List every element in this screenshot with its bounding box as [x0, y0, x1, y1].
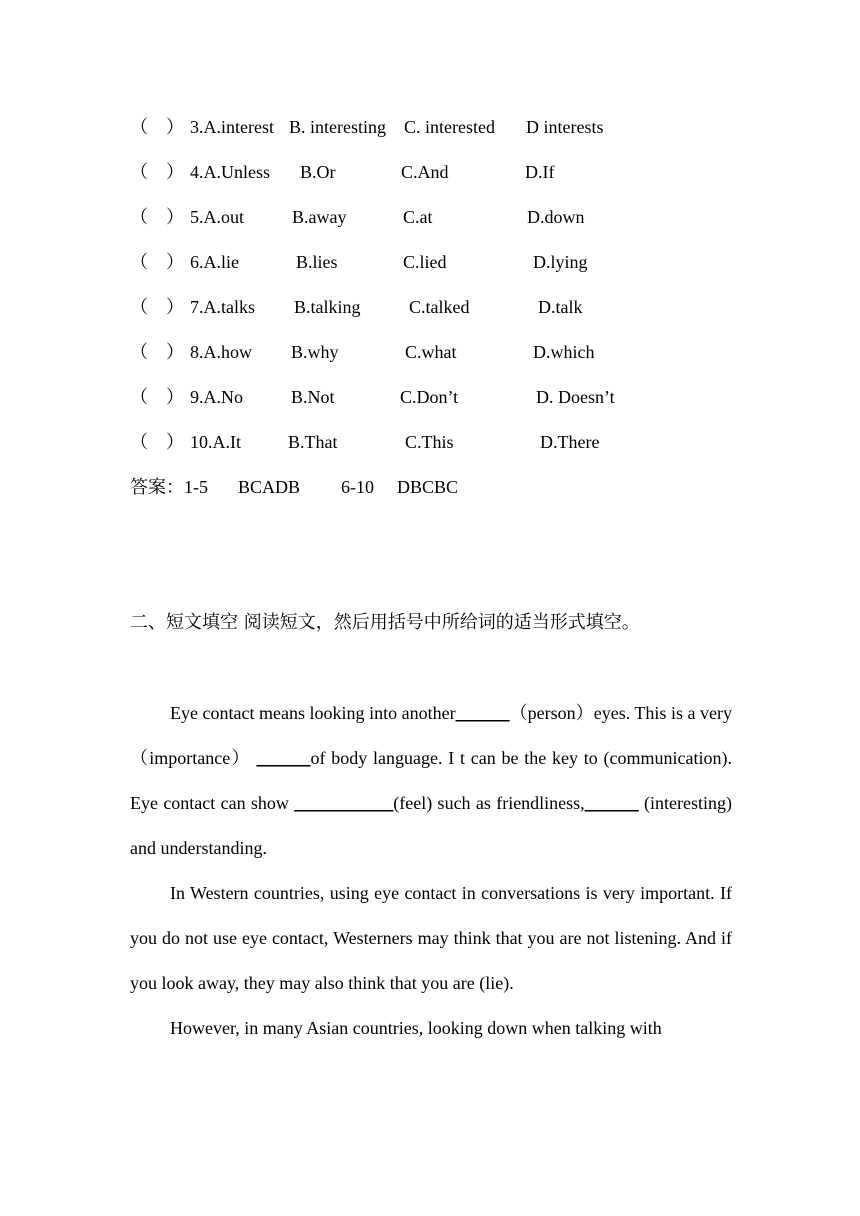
passage-text: Eye contact means looking into another — [170, 703, 456, 723]
option-a — [190, 385, 243, 409]
option-d: D interests — [526, 117, 604, 137]
answer-paren: （ ） — [130, 162, 184, 182]
option-a-text: A.lie — [203, 252, 239, 272]
question-number: 10. — [190, 432, 213, 452]
question-number: 3. — [190, 117, 204, 137]
option-c: C.talked — [409, 297, 470, 317]
option-d: D.down — [527, 207, 585, 227]
fill-blank: ______ — [455, 703, 510, 723]
answer-key-2: DBCBC — [397, 477, 459, 497]
option-c: C.This — [405, 432, 454, 452]
answer-paren: （ ） — [130, 432, 184, 452]
option-d: D.talk — [538, 297, 583, 317]
answer-range-2: 6-10 — [341, 477, 375, 497]
option-d: D.If — [525, 162, 555, 182]
option-d: D.There — [540, 432, 600, 452]
option-a — [190, 160, 270, 184]
option-d: D. Doesn’t — [536, 387, 615, 407]
passage-paragraph-2: In Western countries, using eye contact in conversations is very important. If you do not use eye contact, Westerners may think that you are not listening. And if you look away, they may also think that you are (lie). — [130, 883, 732, 993]
option-a-text: A.talks — [203, 297, 255, 317]
question-number: 5. — [190, 207, 204, 227]
option-b: B.lies — [296, 252, 338, 272]
option-c: C.And — [401, 162, 449, 182]
option-c: C.at — [403, 207, 433, 227]
section-title: 二、短文填空 阅读短文，然后用括号中所给词的适当形式填空。 — [130, 612, 640, 633]
answer-paren: （ ） — [130, 342, 184, 362]
option-a — [190, 295, 255, 319]
option-a-text: A.how — [203, 342, 252, 362]
answer-key-label: 答案： — [130, 477, 184, 498]
option-a-text: A.It — [212, 432, 241, 452]
answer-paren: （ ） — [130, 387, 184, 407]
option-a-text: A.interest — [203, 117, 274, 137]
question-number: 4. — [190, 162, 204, 182]
answer-key — [130, 475, 458, 500]
option-a — [190, 250, 239, 274]
option-a — [190, 205, 244, 229]
option-c: C.lied — [403, 252, 447, 272]
passage-text: of body language. I t can be the key to (communication). Eye contact can show — [130, 748, 732, 813]
option-b: B. interesting — [289, 117, 386, 137]
fill-blank: ______ — [256, 748, 311, 768]
answer-range-1: 1-5 — [184, 477, 208, 497]
option-b: B.talking — [294, 297, 361, 317]
passage-text: （person）eyes. This is a very （importance） — [130, 703, 732, 768]
option-d: D.lying — [533, 252, 588, 272]
option-b: B.why — [291, 342, 339, 362]
question-number: 8. — [190, 342, 204, 362]
option-a-text: A.No — [203, 387, 243, 407]
passage — [130, 691, 732, 1051]
question-number: 7. — [190, 297, 204, 317]
fill-blank: ______ — [584, 793, 639, 813]
answer-paren: （ ） — [130, 252, 184, 272]
fill-blank: ___________ — [294, 793, 394, 813]
passage-paragraph-3: However, in many Asian countries, looking down when talking with — [170, 1018, 662, 1038]
answer-paren: （ ） — [130, 117, 184, 137]
option-a — [190, 430, 241, 454]
question-number: 6. — [190, 252, 204, 272]
option-c: C.Don’t — [400, 387, 459, 407]
option-c: C. interested — [404, 117, 495, 137]
option-a-text: A.out — [203, 207, 244, 227]
option-a — [190, 115, 274, 139]
passage-paragraph-1 — [130, 691, 732, 871]
option-c: C.what — [405, 342, 457, 362]
passage-text: (feel) such as friendliness, — [393, 793, 585, 813]
option-b: B.That — [288, 432, 338, 452]
answer-paren: （ ） — [130, 297, 184, 317]
option-b: B.Or — [300, 162, 336, 182]
option-b: B.Not — [291, 387, 335, 407]
answer-paren: （ ） — [130, 207, 184, 227]
answer-key-1: BCADB — [238, 477, 301, 497]
question-number: 9. — [190, 387, 204, 407]
option-a-text: A.Unless — [203, 162, 270, 182]
option-b: B.away — [292, 207, 347, 227]
option-d: D.which — [533, 342, 595, 362]
passage-text: (interesting) and understanding. — [130, 793, 732, 858]
option-a — [190, 340, 252, 364]
